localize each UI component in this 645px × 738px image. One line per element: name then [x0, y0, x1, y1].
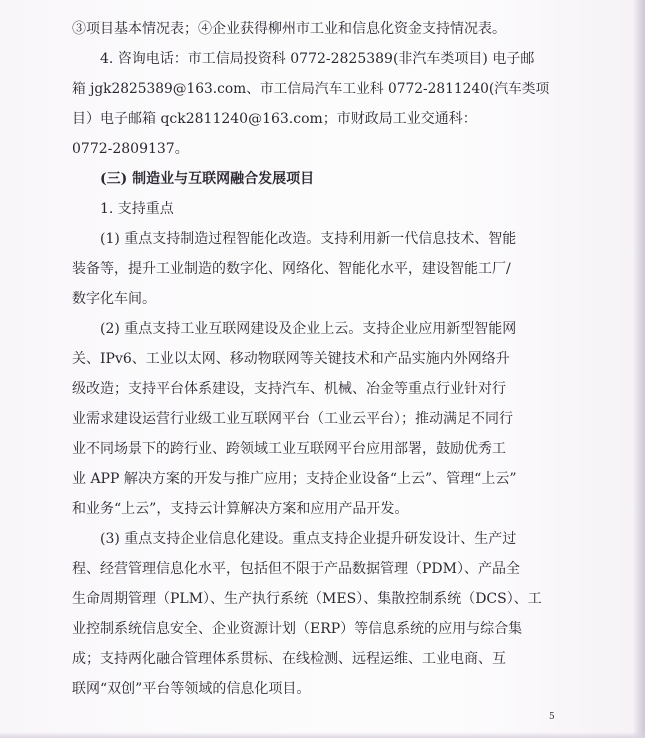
text-line-12: 关、IPv6、工业以太网、移动物联网等关键技术和产品实施内外网络升	[72, 351, 510, 367]
text-line-18: (3) 重点支持企业信息化建设。重点支持企业提升研发设计、生产过	[100, 531, 517, 547]
text-line-14: 业需求建设运营行业级工业互联网平台（工业云平台）；推动满足不同行	[72, 411, 513, 427]
section-heading: (三) 制造业与互联网融合发展项目	[100, 171, 315, 187]
page-number: 5	[549, 712, 555, 722]
subsection-heading: 1. 支持重点	[100, 201, 174, 217]
text-line-2: 4. 咨询电话：市工信局投资科 0772-2825389(非汽车类项目) 电子邮	[100, 51, 535, 67]
document-body	[72, 14, 556, 704]
text-line-8: (1) 重点支持制造过程智能化改造。支持利用新一代信息技术、智能	[100, 231, 517, 247]
text-line-21: 业控制系统信息安全、企业资源计划（ERP）等信息系统的应用与综合集	[72, 621, 523, 637]
text-line-22: 成；支持两化融合管理体系贯标、在线检测、远程运维、工业电商、互	[72, 651, 506, 667]
text-line-11: (2) 重点支持工业互联网建设及企业上云。支持企业应用新型智能网	[100, 321, 517, 337]
text-line-20: 生命周期管理（PLM）、生产执行系统（MES）、集散控制系统（DCS）、工	[72, 591, 542, 607]
text-line-13: 级改造；支持平台体系建设，支持汽车、机械、冶金等重点行业针对行	[72, 381, 506, 397]
text-line-5: 0772-2809137。	[72, 141, 189, 157]
text-line-1: ③项目基本情况表；④企业获得柳州市工业和信息化资金支持情况表。	[72, 21, 506, 37]
text-line-3: 箱 jgk2825389@163.com、市工信局汽车工业科 0772-2811240(汽车类项	[72, 81, 550, 97]
page-bottom-shadow	[0, 732, 645, 738]
page-edge-shadow	[633, 0, 645, 738]
text-line-19: 程、经营管理信息化水平，包括但不限于产品数据管理（PDM）、产品全	[72, 561, 520, 577]
text-line-17: 和业务“上云”，支持云计算解决方案和应用产品开发。	[72, 501, 409, 517]
text-line-23: 联网“双创”平台等领域的信息化项目。	[72, 681, 311, 697]
text-line-16: 业 APP 解决方案的开发与推广应用；支持企业设备“上云”、管理“上云”	[72, 471, 517, 487]
text-line-9: 装备等，提升工业制造的数字化、网络化、智能化水平，建设智能工厂/	[72, 261, 511, 277]
text-line-10: 数字化车间。	[72, 291, 156, 307]
text-line-15: 业不同场景下的跨行业、跨领域工业互联网平台应用部署，鼓励优秀工	[72, 441, 506, 457]
text-line-4: 目）电子邮箱 qck2811240@163.com；市财政局工业交通科：	[72, 111, 477, 127]
